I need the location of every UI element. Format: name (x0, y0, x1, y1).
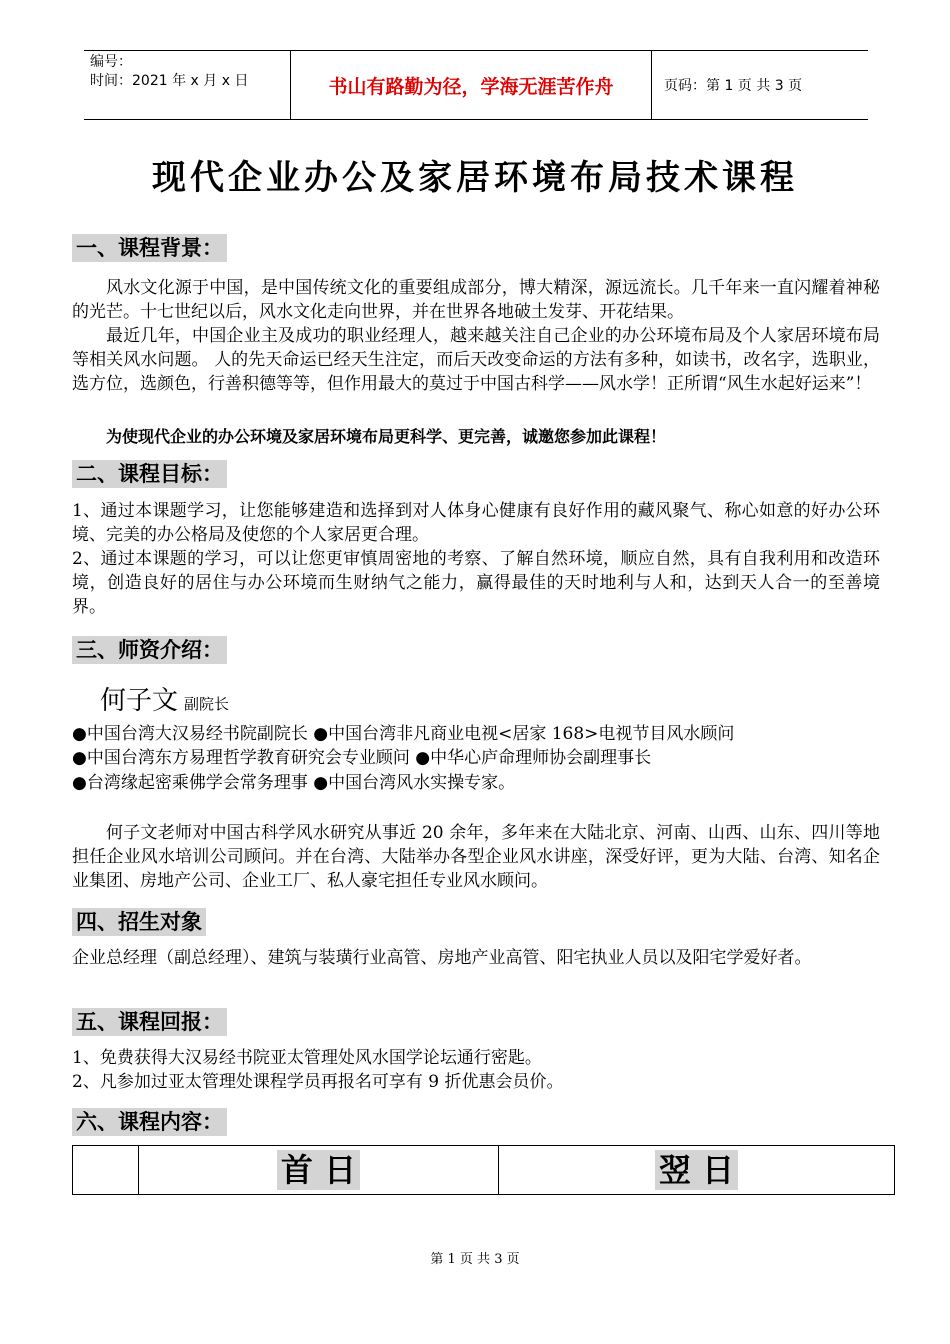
table-header-day2 (499, 1146, 895, 1195)
section-heading-teacher: 三、师资介绍： (72, 636, 227, 664)
section-heading-content: 六、课程内容： (72, 1108, 227, 1136)
section-heading-goals: 二、课程目标： (72, 460, 227, 488)
teacher-bullet-line: ●中国台湾东方易理哲学教育研究会专业顾问 ●中华心庐命理师协会副理事长 (72, 748, 652, 768)
teacher-title: 副院长 (184, 695, 230, 713)
table-corner-cell (73, 1146, 139, 1195)
header-motto: 书山有路勤为径，学海无涯苦作舟 (290, 51, 652, 119)
background-paragraph-1: 风水文化源于中国，是中国传统文化的重要组成部分，博大精深，源远流长。几千年来一直闪耀着神秘的光芒。十七世纪以后，风水文化走向世界，并在世界各地破土发芽、开花结果。 (72, 278, 880, 322)
course-content-table (72, 1145, 895, 1195)
table-row (73, 1146, 895, 1195)
day1-label: 首 日 (277, 1150, 360, 1190)
teacher-bio: 何子文老师对中国古科学风水研究从事近 20 余年，多年来在大陆北京、河南、山西、山东、四川等地担任企业风水培训公司顾问。并在台湾、大陆举办各型企业风水讲座，深受好评，更为大陆、台湾、知名企业集团、房地产公司、企业工厂、私人豪宅担任专业风水顾问。 (72, 823, 880, 891)
background-paragraph-2: 最近几年，中国企业主及成功的职业经理人，越来越关注自己企业的办公环境布局及个人家居环境布局等相关风水问题。 人的先天命运已经天生注定，而后天改变命运的方法有多种，如读书，改名字，选职业，选方位，选颜色，行善积德等等，但作用最大的莫过于中国古科学——风水学！正所谓“风生水起好运来”！ (72, 326, 880, 394)
teacher-bullet-line: ●中国台湾大汉易经书院副院长 ●中国台湾非凡商业电视<居家 168>电视节目风水顾问 (72, 724, 735, 744)
page-footer: 第 1 页 共 3 页 (430, 1252, 520, 1267)
audience-paragraph: 企业总经理（副总经理）、建筑与装璜行业高管、房地产业高管、阳宅执业人员以及阳宅学爱好者。 (72, 948, 812, 968)
day2-label: 翌 日 (655, 1150, 738, 1190)
number-label: 编号： (90, 54, 132, 70)
document-title: 现代企业办公及家居环境布局技术课程 (152, 158, 798, 198)
table-header-day1 (139, 1146, 499, 1195)
teacher-name: 何子文 (100, 686, 179, 716)
section-heading-rewards: 五、课程回报： (72, 1008, 227, 1036)
background-invitation: 为使现代企业的办公环境及家居环境布局更科学、更完善，诚邀您参加此课程！ (106, 427, 667, 446)
section-heading-background: 一、课程背景： (72, 234, 227, 262)
page-header (84, 50, 868, 120)
header-page-info: 页码：第 1 页 共 3 页 (664, 78, 803, 94)
header-meta (90, 53, 248, 91)
rewards-item-1: 1、免费获得大汉易经书院亚太管理处风水国学论坛通行密匙。 (72, 1048, 542, 1068)
section-heading-audience: 四、招生对象 (72, 908, 206, 936)
teacher-heading (100, 680, 229, 717)
goals-item-2: 2、通过本课题的学习，可以让您更审慎周密地的考察、了解自然环境，顺应自然，具有自我利用和改造环境，创造良好的居住与办公环境而生财纳气之能力，赢得最佳的天时地利与人和，达到天人合一的至善境界。 (72, 549, 880, 617)
rewards-item-2: 2、凡参加过亚太管理处课程学员再报名可享有 9 折优惠会员价。 (72, 1072, 564, 1092)
teacher-bullet-line: ●台湾缘起密乘佛学会常务理事 ●中国台湾风水实操专家。 (72, 773, 516, 793)
time-label: 时间：2021 年 x 月 x 日 (90, 73, 249, 89)
goals-item-1: 1、通过本课题学习，让您能够建造和选择到对人体身心健康有良好作用的藏风聚气、称心如意的好办公环境、完美的办公格局及使您的个人家居更合理。 (72, 501, 880, 545)
